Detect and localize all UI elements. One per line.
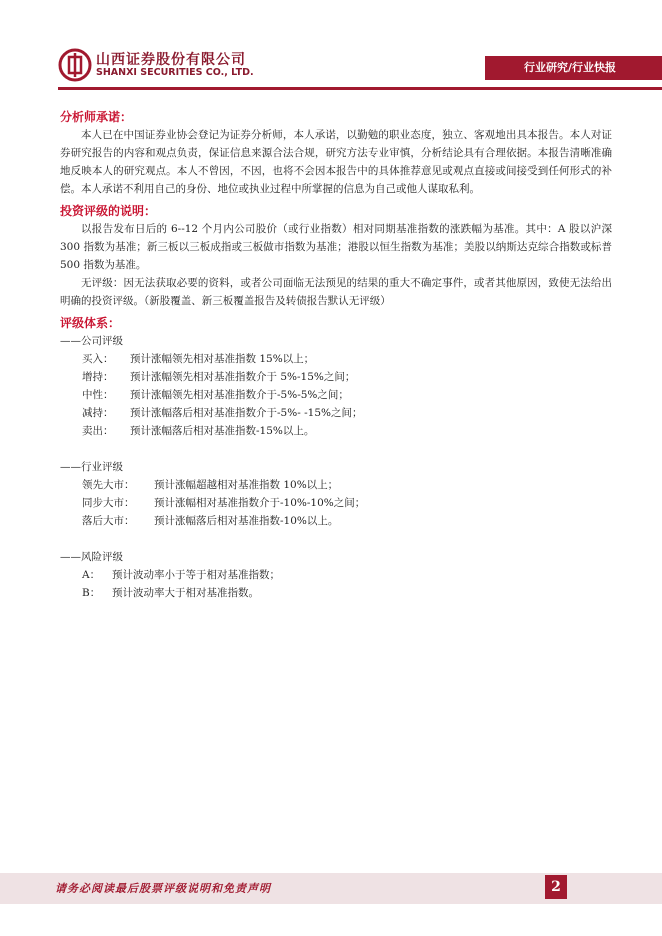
company-name-cn: 山西证券股份有限公司 xyxy=(96,52,246,68)
list-item: 领先大市： 预计涨幅超越相对基准指数 10%以上； xyxy=(82,479,339,491)
list-item: 落后大市： 预计涨幅落后相对基准指数-10%以上。 xyxy=(82,515,339,527)
list-item: 减持： 预计涨幅落后相对基准指数介于-5%- -15%之间； xyxy=(82,407,363,419)
rating-system-section xyxy=(60,314,612,602)
page-header xyxy=(0,0,662,90)
company-logo-icon xyxy=(58,48,92,82)
header-divider xyxy=(58,87,662,90)
list-item: A： 预计波动率小于等于相对基准指数； xyxy=(82,569,280,581)
main-content xyxy=(60,108,612,602)
rating-desc-title: 投资评级的说明： xyxy=(60,204,157,218)
risk-rating-title: ——风险评级 xyxy=(60,551,123,563)
rating-system-title: 评级体系： xyxy=(60,316,121,330)
list-item: 同步大市： 预计涨幅相对基准指数介于-10%-10%之间； xyxy=(82,497,366,509)
list-item: 买入： 预计涨幅领先相对基准指数 15%以上； xyxy=(82,353,315,365)
company-name-en: SHANXI SECURITIES CO., LTD. xyxy=(96,67,254,78)
rating-desc-p1: 以报告发布日后的 6--12 个月内公司股价（或行业指数）相对同期基准指数的涨跌幅为基准。其中：A 股以沪深 300 指数为基准；新三板以三板成指或三板做市指数为基准；港股以恒生指数为基准；美股以纳斯达克综合指数或标普 500 指数为基准。 xyxy=(60,223,612,271)
analyst-section xyxy=(60,108,612,198)
footer-disclaimer: 请务必阅读最后股票评级说明和免责声明 xyxy=(55,882,271,895)
rating-desc-section xyxy=(60,202,612,310)
industry-rating-title: ——行业评级 xyxy=(60,461,123,473)
list-item: 增持： 预计涨幅领先相对基准指数介于 5%-15%之间； xyxy=(82,371,356,383)
list-item: 卖出： 预计涨幅落后相对基准指数-15%以上。 xyxy=(82,425,315,437)
analyst-title: 分析师承诺： xyxy=(60,110,133,124)
list-item: B： 预计波动率大于相对基准指数。 xyxy=(82,587,259,599)
rating-desc-p2: 无评级：因无法获取必要的资料，或者公司面临无法预见的结果的重大不确定事件，或者其他原因，致使无法给出明确的投资评级。（新股覆盖、新三板覆盖报告及转债报告默认无评级） xyxy=(60,277,612,307)
company-rating-title: ——公司评级 xyxy=(60,335,123,347)
page-number: 2 xyxy=(545,875,567,899)
report-category: 行业研究/行业快报 xyxy=(485,56,662,80)
analyst-text: 本人已在中国证券业协会登记为证券分析师，本人承诺，以勤勉的职业态度，独立、客观地出具本报告。本人对证券研究报告的内容和观点负责，保证信息来源合法合规，研究方法专业审慎，分析结论具有合理依据。本报告清晰准确地反映本人的研究观点。本人不曾因，不因，也将不会因本报告中的具体推荐意见或观点直接或间接受到任何形式的补偿。本人承诺不利用自己的身份、地位或执业过程中所掌握的信息为自己或他人谋取私利。 xyxy=(60,129,612,195)
list-item: 中性： 预计涨幅领先相对基准指数介于-5%-5%之间； xyxy=(82,389,349,401)
